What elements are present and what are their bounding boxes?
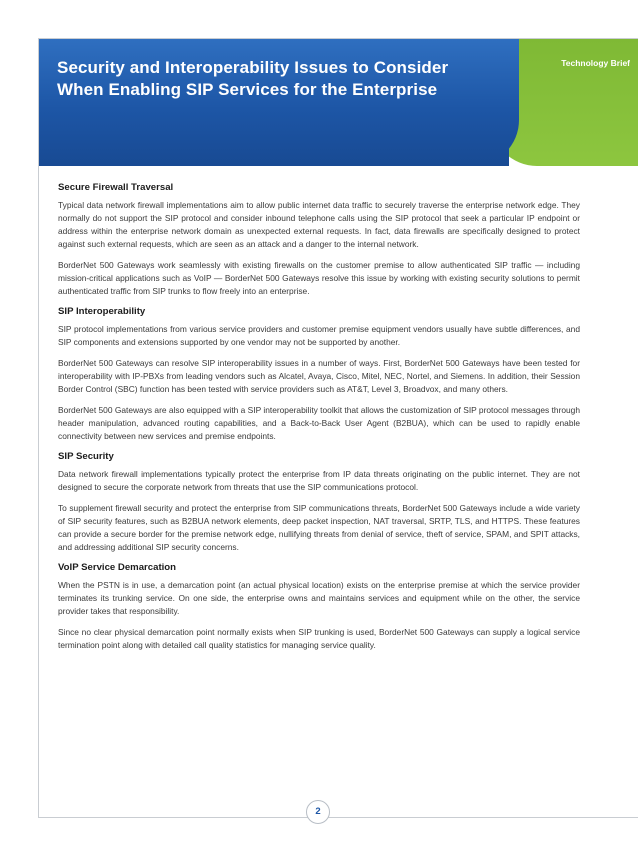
paragraph: BorderNet 500 Gateways work seamlessly with existing firewalls on the customer premise to allow authenticated SIP traffic — including mission-critical applications such as VoIP — BorderNet 500 Gateways resolve this issue by working with existing security solutions to permit authenticated traffic from SIP trunks to flow freely into an enterprise.	[58, 260, 580, 296]
paragraph: When the PSTN is in use, a demarcation point (an actual physical location) exists on the enterprise premise at which the service provider terminates its trunking service. On one side, the enterprise owns and maintains services and equipment while on the other, the service provider takes that responsibility.	[58, 580, 580, 616]
paragraph: Typical data network firewall implementations aim to allow public internet data traffic to securely traverse the enterprise network edge. They normally do not support the SIP protocol and consider inbound telephone calls using the SIP protocol that seek a particular IP endpoint or address within the enterprise network domain as unexpected external requests. In fact, data firewalls are specifically designed to protect against such external requests, which are seen as an attack and a danger to the internal network.	[58, 200, 580, 249]
banner-blue-curve	[459, 39, 519, 166]
header-banner	[39, 39, 638, 166]
page-number: 2	[306, 800, 330, 824]
body-content	[58, 182, 580, 660]
section-secure-firewall-traversal	[58, 182, 580, 298]
section-sip-security	[58, 451, 580, 554]
paragraph: BorderNet 500 Gateways can resolve SIP interoperability issues in a number of ways. First, BorderNet 500 Gateways have been tested for interoperability with IP-PBXs from leading vendors such as Alcatel, Avaya, Cisco, Mitel, NEC, Nortel, and Siemens. In addition, their Session Border Control (SBC) function has been tested with service providers such as AT&T, Level 3, Broadvox, and many others.	[58, 358, 580, 394]
document-type-label: Technology Brief	[561, 58, 630, 68]
paragraph: SIP protocol implementations from various service providers and customer premise equipment vendors usually have subtle differences, and SIP components and extensions supported by one vendor may not be supported by another.	[58, 324, 580, 347]
section-heading: VoIP Service Demarcation	[58, 562, 177, 573]
paragraph: To supplement firewall security and protect the enterprise from SIP communications threats, BorderNet 500 Gateways include a wide variety of SIP security features, such as B2BUA network elements, deep packet inspection, NAT traversal, SRTP, TLS, and HTTPS. These features can provide a secure border for the premise network edge, nullifying threats from denial of service, theft of service, SPAM, and SPIT attacks, and addressing additional SIP security concerns.	[58, 503, 580, 552]
section-heading: Secure Firewall Traversal	[58, 182, 174, 193]
document-title: Security and Interoperability Issues to Consider When Enabling SIP Services for the Enterprise	[57, 58, 449, 99]
section-heading: SIP Interoperability	[58, 306, 146, 317]
section-sip-interoperability	[58, 306, 580, 443]
paragraph: Since no clear physical demarcation point normally exists when SIP trunking is used, BorderNet 500 Gateways can supply a logical service termination point along with detailed call quality statistics for managing service quality.	[58, 627, 580, 650]
paragraph: Data network firewall implementations typically protect the enterprise from IP data threats originating on the public internet. They are not designed to secure the corporate network from threats that use the SIP communications protocol.	[58, 469, 580, 492]
section-heading: SIP Security	[58, 451, 114, 462]
paragraph: BorderNet 500 Gateways are also equipped with a SIP interoperability toolkit that allows the customization of SIP protocol messages through header manipulation, advanced routing capabilities, and a Back-to-Back User Agent (B2BUA), which can be used to rapidly enable connectivity between new services and premise endpoints.	[58, 405, 580, 441]
section-voip-service-demarcation	[58, 562, 580, 652]
